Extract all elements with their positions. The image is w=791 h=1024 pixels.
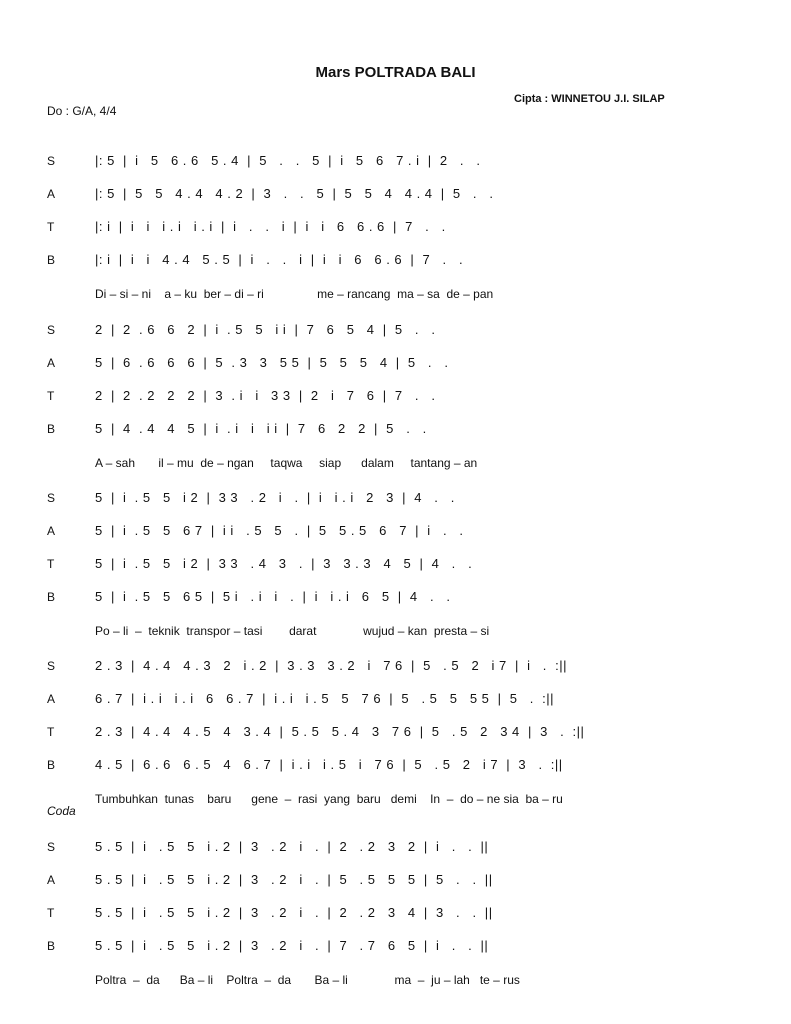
voice-label: T	[47, 725, 55, 739]
voice-label: S	[47, 323, 56, 337]
notation-line: 2 . 3 | 4 . 4 4 . 3 2 i . 2 | 3 . 3 3 . 2 i 7 6 | 5 . 5 2 i 7 | i . :||	[95, 658, 568, 673]
voice-label: B	[47, 253, 56, 267]
notation-line: 2 | 2 . 6 6 2 | i . 5 5 i i | 7 6 5 4 | 5 . .	[95, 322, 436, 337]
notation-line: 5 | i . 5 5 6 5 | 5 i . i i . | i i . i 6 5 | 4 . .	[95, 589, 451, 604]
notation-line: 4 . 5 | 6 . 6 6 . 5 4 6 . 7 | i . i i . 5 i 7 6 | 5 . 5 2 i 7 | 3 . :||	[95, 757, 563, 772]
voice-label: B	[47, 758, 56, 772]
voice-label: A	[47, 356, 56, 370]
voice-label: A	[47, 187, 56, 201]
notation-line: |: 5 | i 5 6 . 6 5 . 4 | 5 . . 5 | i 5 6 7 . i | 2 . .	[95, 153, 481, 168]
lyrics-line: Di – si – ni a – ku ber – di – ri me – rancang ma – sa de – pan	[95, 287, 494, 301]
coda-label: Coda	[47, 804, 76, 818]
voice-label: A	[47, 524, 56, 538]
voice-label: T	[47, 220, 55, 234]
notation-line: 5 | i . 5 5 i 2 | 3 3 . 4 3 . | 3 3 . 3 4 5 | 4 . .	[95, 556, 473, 571]
lyrics-line: A – sah il – mu de – ngan taqwa siap dalam tantang – an	[95, 456, 478, 470]
notation-line: 5 | i . 5 5 6 7 | i i . 5 5 . | 5 5 . 5 6 7 | i . .	[95, 523, 464, 538]
voice-label: A	[47, 873, 56, 887]
notation-line: 5 . 5 | i . 5 5 i . 2 | 3 . 2 i . | 5 . 5 5 5 | 5 . . ||	[95, 872, 493, 887]
voice-label: T	[47, 389, 55, 403]
voice-label: S	[47, 659, 56, 673]
notation-line: 6 . 7 | i . i i . i 6 6 . 7 | i . i i . 5 5 7 6 | 5 . 5 5 5 5 | 5 . :||	[95, 691, 554, 706]
lyrics-line: Tumbuhkan tunas baru gene – rasi yang baru demi In – do – ne sia ba – ru	[95, 792, 563, 806]
notation-line: 5 | 4 . 4 4 5 | i . i i i i | 7 6 2 2 | 5 . .	[95, 421, 427, 436]
notation-line: 2 . 3 | 4 . 4 4 . 5 4 3 . 4 | 5 . 5 5 . 4 3 7 6 | 5 . 5 2 3 4 | 3 . :||	[95, 724, 585, 739]
notation-line: 5 . 5 | i . 5 5 i . 2 | 3 . 2 i . | 2 . 2 3 4 | 3 . . ||	[95, 905, 493, 920]
notation-line: |: i | i i 4 . 4 5 . 5 | i . . i | i i 6 6 . 6 | 7 . .	[95, 252, 464, 267]
notation-line: 5 . 5 | i . 5 5 i . 2 | 3 . 2 i . | 2 . 2 3 2 | i . . ||	[95, 839, 489, 854]
notation-line: 5 | 6 . 6 6 6 | 5 . 3 3 5 5 | 5 5 5 4 | 5 . .	[95, 355, 449, 370]
composer-credit: Cipta : WINNETOU J.I. SILAP	[514, 93, 665, 105]
voice-label: T	[47, 906, 55, 920]
song-title: Mars POLTRADA BALI	[315, 64, 476, 81]
voice-label: A	[47, 692, 56, 706]
notation-line: |: i | i i i . i i . i | i . . i | i i 6 6 . 6 | 7 . .	[95, 219, 446, 234]
voice-label: S	[47, 154, 56, 168]
voice-label: B	[47, 939, 56, 953]
notation-line: 5 | i . 5 5 i 2 | 3 3 . 2 i . | i i . i 2 3 | 4 . .	[95, 490, 455, 505]
voice-label: B	[47, 590, 56, 604]
voice-label: T	[47, 557, 55, 571]
key-signature: Do : G/A, 4/4	[47, 104, 117, 118]
lyrics-line: Po – li – teknik transpor – tasi darat wujud – kan presta – si	[95, 624, 490, 638]
voice-label: S	[47, 491, 56, 505]
lyrics-line: Poltra – da Ba – li Poltra – da Ba – li ma – ju – lah te – rus	[95, 973, 520, 987]
voice-label: B	[47, 422, 56, 436]
notation-line: |: 5 | 5 5 4 . 4 4 . 2 | 3 . . 5 | 5 5 4 4 . 4 | 5 . .	[95, 186, 494, 201]
notation-line: 2 | 2 . 2 2 2 | 3 . i i 3 3 | 2 i 7 6 | 7 . .	[95, 388, 436, 403]
voice-label: S	[47, 840, 56, 854]
notation-line: 5 . 5 | i . 5 5 i . 2 | 3 . 2 i . | 7 . 7 6 5 | i . . ||	[95, 938, 489, 953]
